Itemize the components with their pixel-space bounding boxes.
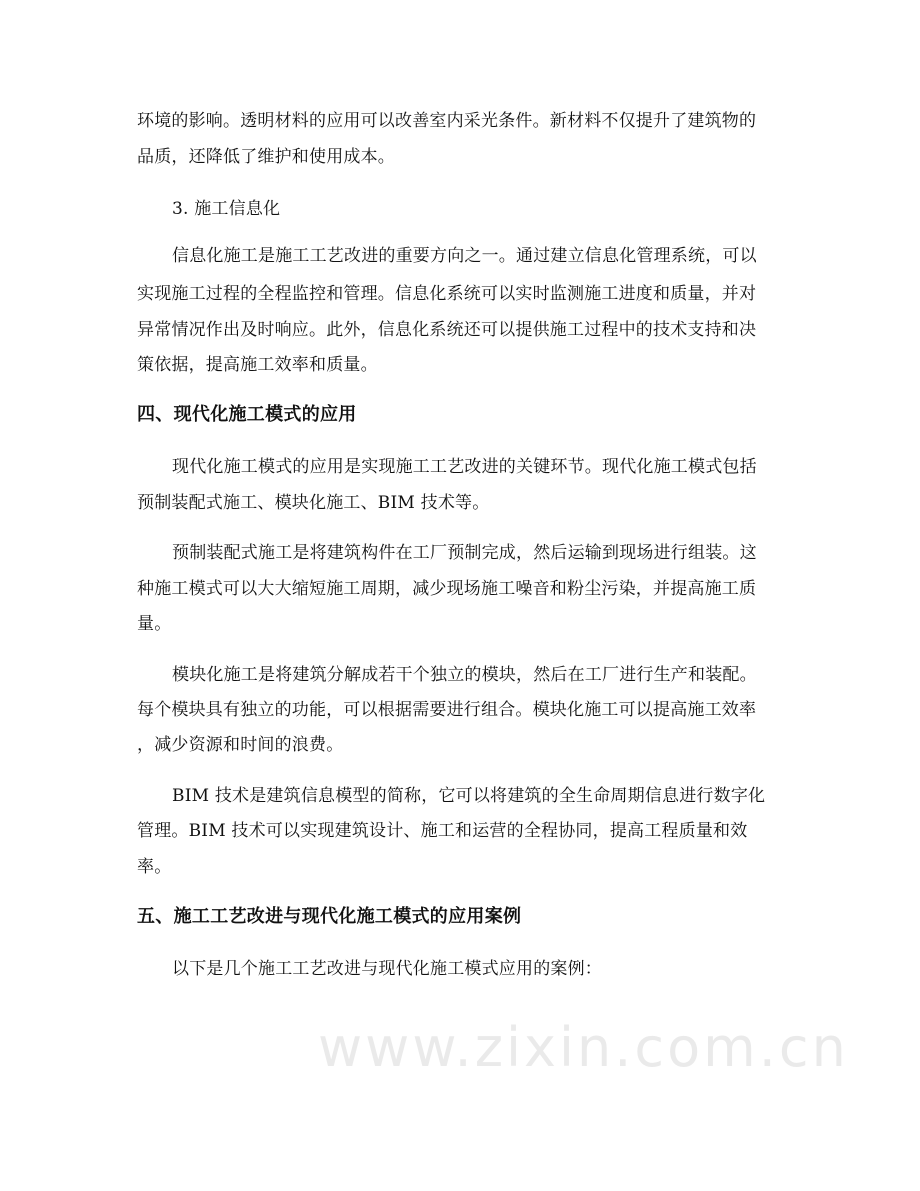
paragraph-line: 策依据，提高施工效率和质量。 xyxy=(137,355,378,375)
section-heading: 五、施工工艺改进与现代化施工模式的应用案例 xyxy=(137,906,522,927)
paragraph-line: 管理。BIM 技术可以实现建筑设计、施工和运营的全程协同，提高工程质量和效 xyxy=(137,821,748,841)
paragraph-line: BIM 技术是建筑信息模型的简称，它可以将建筑的全生命周期信息进行数字化 xyxy=(172,786,766,806)
paragraph-line: 环境的影响。透明材料的应用可以改善室内采光条件。新材料不仅提升了建筑物的 xyxy=(137,111,757,131)
paragraph-line: 信息化施工是施工工艺改进的重要方向之一。通过建立信息化管理系统，可以 xyxy=(172,246,757,266)
paragraph-line: 每个模块具有独立的功能，可以根据需要进行组合。模块化施工可以提高施工效率 xyxy=(137,700,757,720)
paragraph-line: 预制装配式施工是将建筑构件在工厂预制完成，然后运输到现场进行组装。这 xyxy=(172,543,757,563)
paragraph-line: 模块化施工是将建筑分解成若干个独立的模块，然后在工厂进行生产和装配。 xyxy=(172,665,757,685)
paragraph-line: 率。 xyxy=(137,857,172,877)
paragraph-line: ，减少资源和时间的浪费。 xyxy=(137,735,344,755)
paragraph-line: 异常情况作出及时响应。此外，信息化系统还可以提供施工过程中的技术支持和决 xyxy=(137,320,757,340)
paragraph-line: 品质，还降低了维护和使用成本。 xyxy=(137,147,395,167)
paragraph-line: 量。 xyxy=(137,614,172,634)
subheading: 3. 施工信息化 xyxy=(172,199,281,219)
paragraph-line: 种施工模式可以大大缩短施工周期，减少现场施工噪音和粉尘污染，并提高施工质 xyxy=(137,579,757,599)
paragraph-line: 实现施工过程的全程监控和管理。信息化系统可以实时监测施工进度和质量，并对 xyxy=(137,284,757,304)
paragraph-line: 现代化施工模式的应用是实现施工工艺改进的关键环节。现代化施工模式包括 xyxy=(172,457,757,477)
paragraph-line: 预制装配式施工、模块化施工、BIM 技术等。 xyxy=(137,493,490,513)
section-heading: 四、现代化施工模式的应用 xyxy=(137,404,357,425)
watermark: www.zixin.com.cn xyxy=(318,1016,849,1079)
paragraph-line: 以下是几个施工工艺改进与现代化施工模式应用的案例： xyxy=(172,959,602,979)
